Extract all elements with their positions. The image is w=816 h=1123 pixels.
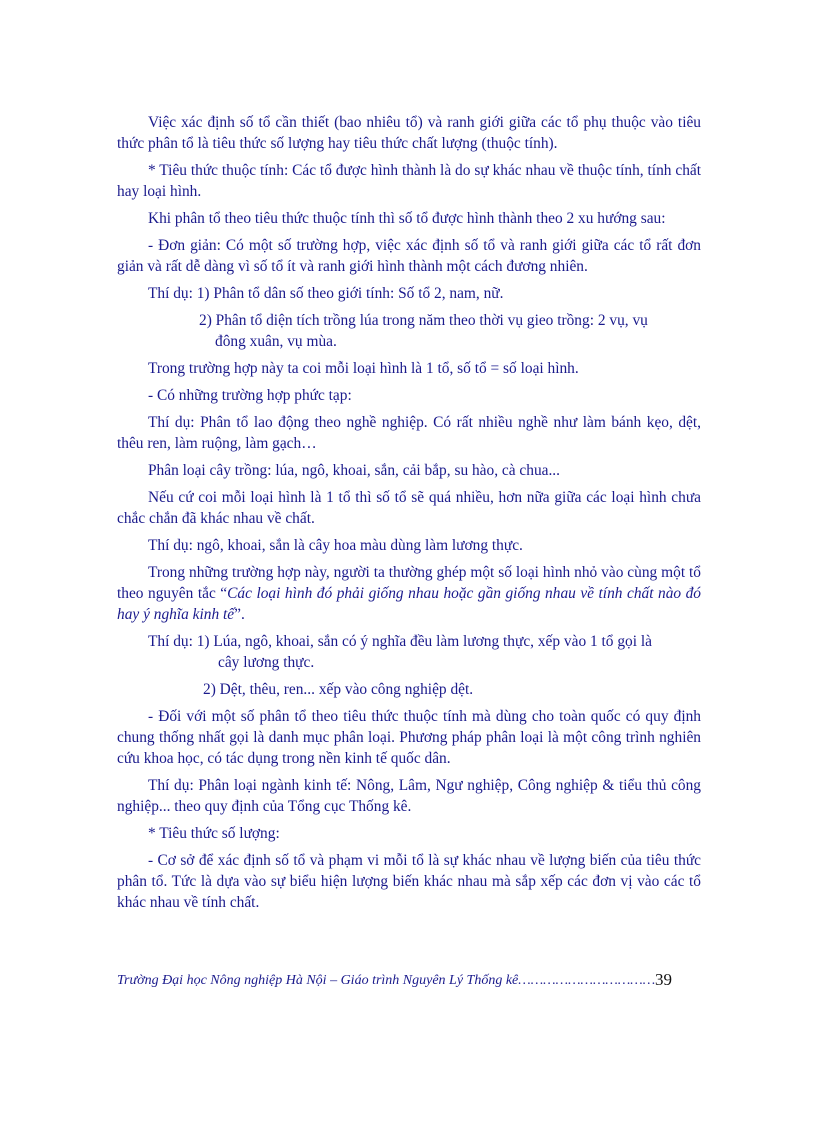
paragraph: Thí dụ: Phân loại ngành kinh tế: Nông, Lâm, Ngư nghiệp, Công nghiệp & tiểu thủ công nghiệp... theo quy định của Tổng cục Thống kê.: [117, 777, 701, 815]
example-item-line: 2) Phân tổ diện tích trồng lúa trong năm theo thời vụ gieo trồng: 2 vụ, vụ: [199, 312, 648, 329]
section-heading: * Tiêu thức số lượng:: [148, 825, 280, 842]
example-continuation: cây lương thực.: [218, 654, 315, 671]
paragraph: - Cơ sở để xác định số tổ và phạm vi mỗi tổ là sự khác nhau về lượng biến của tiêu thức phân tổ. Tức là dựa vào sự biểu hiện lượng biến khác nhau mà sắp xếp các đơn vị vào các tổ khác nhau về tính chất.: [117, 852, 701, 911]
paragraph: Phân loại cây trồng: lúa, ngô, khoai, sắn, cải bắp, su hào, cà chua...: [148, 462, 561, 479]
page-number: 39: [655, 970, 672, 989]
paragraph: - Có những trường hợp phức tạp:: [148, 387, 352, 404]
example-item-continuation: đông xuân, vụ mùa.: [215, 333, 337, 350]
principle-quote: Các loại hình đó phải giống nhau hoặc gần giống nhau về tính chất nào đó hay ý nghĩa kinh tế: [117, 585, 702, 623]
paragraph: * Tiêu thức thuộc tính: Các tổ được hình thành là do sự khác nhau về thuộc tính, tính chất hay loại hình.: [117, 162, 701, 200]
page-footer: [117, 970, 672, 989]
example-item: 2) Dệt, thêu, ren... xếp vào công nghiệp dệt.: [203, 681, 474, 698]
principle-close: ”.: [234, 606, 245, 623]
paragraph: Nếu cứ coi mỗi loại hình là 1 tổ thì số tổ sẽ quá nhiều, hơn nữa giữa các loại hình chưa chắc chắn đã khác nhau về chất.: [117, 489, 701, 527]
example-paragraph: Thí dụ: 1) Phân tổ dân số theo giới tính: Số tổ 2, nam, nữ.: [148, 285, 504, 302]
example-line: Thí dụ: 1) Lúa, ngô, khoai, sắn có ý nghĩa đều làm lương thực, xếp vào 1 tổ gọi là: [148, 633, 652, 650]
document-body: [117, 112, 701, 919]
paragraph: Trong trường hợp này ta coi mỗi loại hình là 1 tổ, số tổ = số loại hình.: [148, 360, 579, 377]
paragraph: Thí dụ: ngô, khoai, sắn là cây hoa màu dùng làm lương thực.: [148, 537, 523, 554]
example-paragraph: [117, 631, 701, 673]
paragraph: - Đối với một số phân tổ theo tiêu thức thuộc tính mà dùng cho toàn quốc có quy định chung thống nhất gọi là danh mục phân loại. Phương pháp phân loại là một công trình nghiên cứu khoa học, có tác dụng trong nền kinh tế quốc dân.: [117, 708, 701, 767]
example-item: [117, 310, 701, 352]
paragraph: Thí dụ: Phân tổ lao động theo nghề nghiệp. Có rất nhiều nghề như làm bánh kẹo, dệt, thêu ren, làm ruộng, làm gạch…: [117, 414, 701, 452]
principle-paragraph: [117, 562, 701, 625]
paragraph: - Đơn giản: Có một số trường hợp, việc xác định số tổ và ranh giới giữa các tổ rất đơn giản và rất dễ dàng vì số tổ ít và ranh giới hình thành một cách đương nhiên.: [117, 237, 701, 275]
paragraph: Khi phân tổ theo tiêu thức thuộc tính thì số tổ được hình thành theo 2 xu hướng sau:: [148, 210, 666, 227]
footer-text: Trường Đại học Nông nghiệp Hà Nội – Giáo trình Nguyên Lý Thống kê……………………………: [117, 973, 656, 988]
principle-lead: Trong những trường hợp này, người ta thường ghép một số loại hình nhỏ vào cùng một tổ theo nguyên tắc “: [117, 564, 701, 602]
paragraph: Việc xác định số tổ cần thiết (bao nhiêu tổ) và ranh giới giữa các tổ phụ thuộc vào tiêu thức phân tổ là tiêu thức số lượng hay tiêu thức chất lượng (thuộc tính).: [117, 114, 701, 152]
